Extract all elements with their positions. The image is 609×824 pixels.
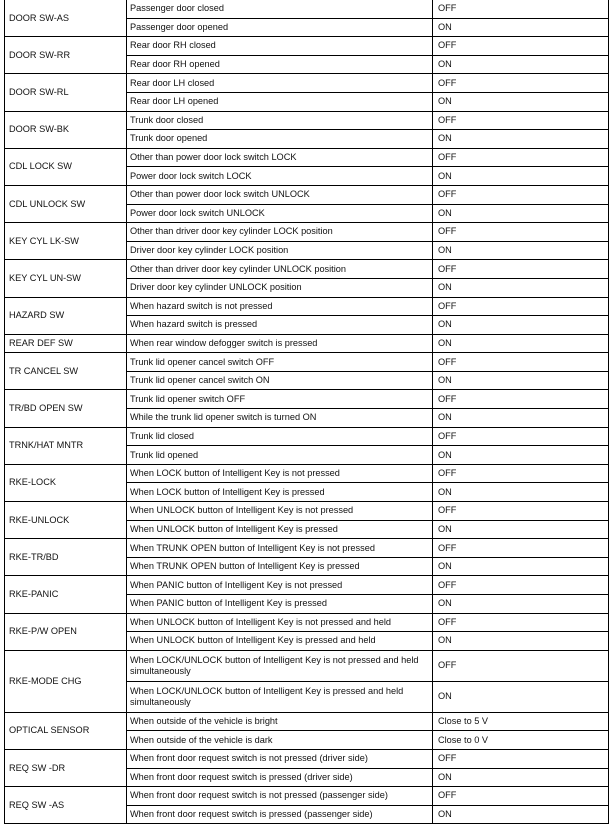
monitor-item-name: REAR DEF SW (5, 334, 127, 353)
condition-cell: Rear door LH opened (127, 92, 433, 111)
table-row (5, 297, 609, 316)
table-row (5, 712, 609, 731)
table-row (5, 148, 609, 167)
value-status-cell: ON (433, 130, 609, 149)
value-status-cell: OFF (433, 390, 609, 409)
condition-cell: When front door request switch is pressed (driver side) (127, 768, 433, 787)
value-status-cell: ON (433, 55, 609, 74)
value-status-cell: ON (433, 241, 609, 260)
condition-cell: When UNLOCK button of Intelligent Key is pressed (127, 520, 433, 539)
value-status-cell: OFF (433, 148, 609, 167)
monitor-item-name: TR CANCEL SW (5, 353, 127, 390)
value-status-cell: ON (433, 92, 609, 111)
table-row (5, 749, 609, 768)
table-row (5, 111, 609, 130)
table-row (5, 260, 609, 279)
condition-cell: When UNLOCK button of Intelligent Key is not pressed (127, 502, 433, 521)
value-status-cell: ON (433, 278, 609, 297)
value-status-cell: OFF (433, 576, 609, 595)
condition-cell: Trunk lid opener cancel switch ON (127, 371, 433, 390)
condition-cell: Power door lock switch LOCK (127, 167, 433, 186)
condition-cell: Other than driver door key cylinder LOCK position (127, 223, 433, 242)
table-row (5, 427, 609, 446)
monitor-item-table-body (5, 0, 609, 824)
value-status-cell: ON (433, 805, 609, 824)
value-status-cell: OFF (433, 464, 609, 483)
condition-cell: Trunk door closed (127, 111, 433, 130)
condition-cell: When UNLOCK button of Intelligent Key is not pressed and held (127, 613, 433, 632)
value-status-cell: OFF (433, 111, 609, 130)
condition-cell: Driver door key cylinder LOCK position (127, 241, 433, 260)
value-status-cell: Close to 0 V (433, 731, 609, 750)
table-row (5, 353, 609, 372)
table-row (5, 390, 609, 409)
table-row (5, 223, 609, 242)
value-status-cell: OFF (433, 539, 609, 558)
monitor-item-name: KEY CYL LK-SW (5, 223, 127, 260)
condition-cell: When LOCK button of Intelligent Key is pressed (127, 483, 433, 502)
condition-cell: When PANIC button of Intelligent Key is not pressed (127, 576, 433, 595)
condition-cell: When LOCK button of Intelligent Key is not pressed (127, 464, 433, 483)
monitor-item-name: RKE-TR/BD (5, 539, 127, 576)
condition-cell: When hazard switch is not pressed (127, 297, 433, 316)
monitor-item-name: TR/BD OPEN SW (5, 390, 127, 427)
table-row (5, 185, 609, 204)
monitor-item-name: DOOR SW-AS (5, 0, 127, 37)
table-row (5, 650, 609, 681)
condition-cell: Trunk lid opener cancel switch OFF (127, 353, 433, 372)
value-status-cell: OFF (433, 37, 609, 56)
value-status-cell: ON (433, 595, 609, 614)
condition-cell: Trunk lid opener switch OFF (127, 390, 433, 409)
value-status-cell: ON (433, 204, 609, 223)
value-status-cell: OFF (433, 427, 609, 446)
condition-cell: When LOCK/UNLOCK button of Intelligent Key is not pressed and held simultaneously (127, 650, 433, 681)
value-status-cell: ON (433, 371, 609, 390)
table-row (5, 539, 609, 558)
table-row (5, 74, 609, 93)
monitor-item-name: KEY CYL UN-SW (5, 260, 127, 297)
condition-cell: When front door request switch is pressed (passenger side) (127, 805, 433, 824)
condition-cell: While the trunk lid opener switch is turned ON (127, 409, 433, 428)
condition-cell: Trunk door opened (127, 130, 433, 149)
monitor-item-name: HAZARD SW (5, 297, 127, 334)
value-status-cell: ON (433, 446, 609, 465)
value-status-cell: ON (433, 409, 609, 428)
condition-cell: Passenger door opened (127, 18, 433, 37)
value-status-cell: ON (433, 18, 609, 37)
monitor-item-name: DOOR SW-RR (5, 37, 127, 74)
table-row (5, 502, 609, 521)
condition-cell: When front door request switch is not pressed (passenger side) (127, 787, 433, 806)
monitor-item-name: RKE-UNLOCK (5, 502, 127, 539)
value-status-cell: OFF (433, 223, 609, 242)
condition-cell: When outside of the vehicle is dark (127, 731, 433, 750)
table-row (5, 613, 609, 632)
monitor-item-name: TRNK/HAT MNTR (5, 427, 127, 464)
condition-cell: When PANIC button of Intelligent Key is pressed (127, 595, 433, 614)
monitor-item-name: DOOR SW-RL (5, 74, 127, 111)
value-status-cell: OFF (433, 260, 609, 279)
monitor-item-name: CDL UNLOCK SW (5, 185, 127, 222)
monitor-item-name: REQ SW -DR (5, 749, 127, 786)
value-status-cell: OFF (433, 0, 609, 18)
value-status-cell: OFF (433, 650, 609, 681)
condition-cell: Other than power door lock switch UNLOCK (127, 185, 433, 204)
value-status-cell: OFF (433, 749, 609, 768)
table-row (5, 37, 609, 56)
condition-cell: Driver door key cylinder UNLOCK position (127, 278, 433, 297)
condition-cell: Other than driver door key cylinder UNLOCK position (127, 260, 433, 279)
monitor-item-name: DOOR SW-BK (5, 111, 127, 148)
condition-cell: Other than power door lock switch LOCK (127, 148, 433, 167)
monitor-item-name: RKE-P/W OPEN (5, 613, 127, 650)
value-status-cell: ON (433, 520, 609, 539)
value-status-cell: OFF (433, 613, 609, 632)
condition-cell: Trunk lid opened (127, 446, 433, 465)
value-status-cell: ON (433, 768, 609, 787)
condition-cell: Rear door LH closed (127, 74, 433, 93)
condition-cell: When TRUNK OPEN button of Intelligent Key is not pressed (127, 539, 433, 558)
condition-cell: Power door lock switch UNLOCK (127, 204, 433, 223)
condition-cell: When rear window defogger switch is pressed (127, 334, 433, 353)
condition-cell: Rear door RH closed (127, 37, 433, 56)
condition-cell: Rear door RH opened (127, 55, 433, 74)
value-status-cell: ON (433, 681, 609, 712)
table-row (5, 787, 609, 806)
value-status-cell: ON (433, 483, 609, 502)
value-status-cell: OFF (433, 353, 609, 372)
table-row (5, 464, 609, 483)
value-status-cell: ON (433, 557, 609, 576)
monitor-item-table (4, 0, 609, 824)
monitor-item-name: RKE-LOCK (5, 464, 127, 501)
monitor-item-name: CDL LOCK SW (5, 148, 127, 185)
table-row (5, 576, 609, 595)
value-status-cell: OFF (433, 74, 609, 93)
condition-cell: Passenger door closed (127, 0, 433, 18)
value-status-cell: OFF (433, 787, 609, 806)
monitor-item-name: RKE-PANIC (5, 576, 127, 613)
condition-cell: When hazard switch is pressed (127, 316, 433, 335)
value-status-cell: ON (433, 316, 609, 335)
monitor-item-name: OPTICAL SENSOR (5, 712, 127, 749)
value-status-cell: ON (433, 334, 609, 353)
condition-cell: When front door request switch is not pressed (driver side) (127, 749, 433, 768)
value-status-cell: ON (433, 167, 609, 186)
value-status-cell: OFF (433, 297, 609, 316)
value-status-cell: ON (433, 632, 609, 651)
condition-cell: When UNLOCK button of Intelligent Key is pressed and held (127, 632, 433, 651)
value-status-cell: OFF (433, 502, 609, 521)
condition-cell: Trunk lid closed (127, 427, 433, 446)
value-status-cell: Close to 5 V (433, 712, 609, 731)
table-row (5, 0, 609, 18)
condition-cell: When outside of the vehicle is bright (127, 712, 433, 731)
condition-cell: When TRUNK OPEN button of Intelligent Key is pressed (127, 557, 433, 576)
table-row (5, 334, 609, 353)
monitor-item-name: RKE-MODE CHG (5, 650, 127, 712)
condition-cell: When LOCK/UNLOCK button of Intelligent Key is pressed and held simultaneously (127, 681, 433, 712)
value-status-cell: OFF (433, 185, 609, 204)
monitor-item-name: REQ SW -AS (5, 787, 127, 824)
